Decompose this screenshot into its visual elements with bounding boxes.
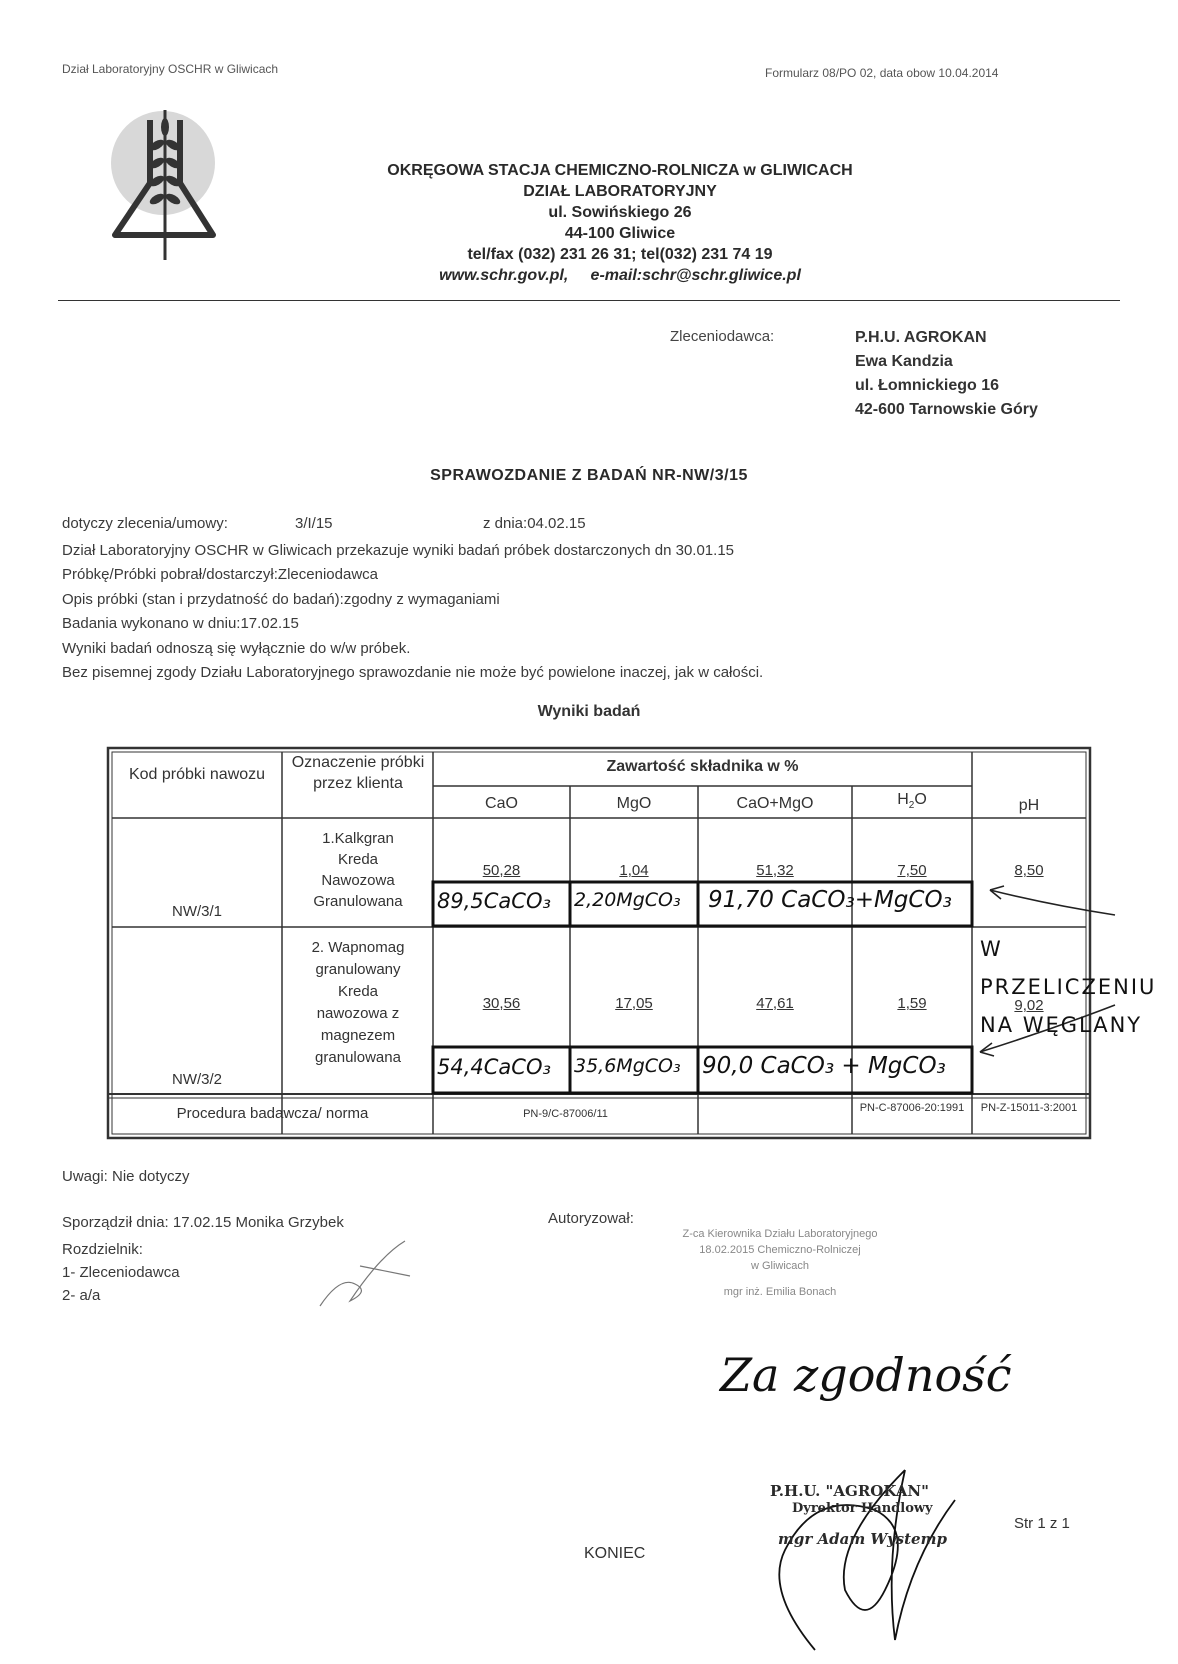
institution-street: ul. Sowińskiego 26 (548, 204, 692, 221)
company-stamp (770, 1482, 947, 1548)
handwritten-note: W PRZELICZENIU NA WĘGLANY (980, 937, 1157, 1037)
handwritten-mgco3: 35,6MgCO₃ (574, 1055, 681, 1077)
results-title: Wyniki badań (537, 703, 641, 720)
authorized-label: Autoryzował: (548, 1210, 634, 1227)
email-address: e-mail:schr@schr.gliwice.pl (590, 267, 801, 284)
distribution-label: Rozdzielnik: (62, 1241, 143, 1258)
cao-value: 50,28 (482, 862, 521, 879)
procedure-cao-mgo: PN-9/C-87006/11 (523, 1108, 608, 1120)
info-line: Bez pisemnej zgody Działu Laboratoryjnego sprawozdanie nie może być powielone inaczej, jak w całości. (62, 664, 764, 682)
institution-phone: tel/fax (032) 231 26 31; tel(032) 231 74 19 (467, 246, 773, 263)
header-sample-code: Kod próbki nawozu (128, 766, 266, 783)
institution-name: OKRĘGOWA STACJA CHEMICZNO-ROLNICZA w GLIWICACH (387, 162, 853, 179)
client-line: ul. Łomnickiego 16 (855, 377, 1000, 394)
sample-code: NW/3/1 (171, 903, 222, 920)
preparer-signature (310, 1236, 420, 1316)
stamp-role: Dyrektor Handlowy (792, 1501, 933, 1516)
stamp-company: P.H.U. "AGROKAN" (770, 1482, 929, 1500)
client-line: Ewa Kandzia (855, 353, 953, 370)
order-label: dotyczy zlecenia/umowy: (62, 515, 228, 532)
ph-value: 9,02 (1014, 997, 1044, 1014)
website-link: www.schr.gov.pl, (439, 267, 569, 284)
sample-code: NW/3/2 (171, 1071, 222, 1088)
h2o-value: 1,59 (897, 995, 927, 1012)
za-zgodnosc-handwriting: Za zgodność (720, 1348, 1012, 1402)
lab-header-left: Dział Laboratoryjny OSCHR w Gliwicach (62, 62, 279, 76)
header-mgo: MgO (616, 795, 652, 812)
procedure-h2o: PN-C-87006-20:1991 (859, 1102, 965, 1114)
header-h2o: $H_2O$ (897, 791, 927, 812)
h2o-value: 7,50 (897, 862, 927, 879)
cao-value: 30,56 (482, 995, 521, 1012)
info-line: Próbkę/Próbki pobrał/dostarczył:Zleceniodawca (62, 566, 378, 584)
page-number: Str 1 z 1 (1014, 1515, 1070, 1532)
header-content-group: Zawartość składnika w % (606, 758, 799, 775)
cao-mgo-value: 47,61 (756, 995, 794, 1012)
mgo-value: 17,05 (615, 995, 653, 1012)
client-label: Zleceniodawca: (670, 328, 775, 345)
header-client-label: Oznaczenie próbki przez klienta (291, 754, 425, 792)
report-title: SPRAWOZDANIE Z BADAŃ NR-NW/3/15 (430, 467, 748, 484)
client-line: 42-600 Tarnowskie Góry (855, 401, 1038, 418)
info-line: Wyniki badań odnoszą się wyłącznie do w/w próbek. (62, 639, 411, 657)
cao-mgo-value: 51,32 (756, 862, 794, 879)
info-line: Badania wykonano w dniu:17.02.15 (62, 615, 299, 633)
distribution-item: 2- a/a (62, 1287, 101, 1304)
prepared-by: Sporządził dnia: 17.02.15 Monika Grzybek (62, 1214, 344, 1231)
client-designation: 1.Kalkgran Kreda Nawozowa Granulowana (313, 830, 403, 910)
procedure-label: Procedura badawcza/ norma (176, 1105, 369, 1122)
header-cao: CaO (485, 795, 518, 812)
order-date: z dnia:04.02.15 (483, 515, 586, 532)
department-name: DZIAŁ LABORATORYJNY (523, 183, 717, 200)
ph-value: 8,50 (1014, 862, 1044, 879)
distribution-item: 1- Zleceniodawca (62, 1264, 180, 1281)
remarks: Uwagi: Nie dotyczy (62, 1168, 190, 1185)
mgo-value: 1,04 (619, 862, 649, 879)
procedure-ph: PN-Z-15011-3:2001 (980, 1102, 1078, 1114)
info-line: Opis próbki (stan i przydatność do badań):zgodny z wymaganiami (62, 590, 500, 608)
end-marker: KONIEC (584, 1545, 646, 1562)
handwritten-sum: 90,0 CaCO₃ + MgCO₃ (702, 1053, 946, 1079)
handwritten-caco3: 54,4CaCO₃ (437, 1055, 551, 1079)
institution-city: 44-100 Gliwice (564, 225, 676, 242)
order-value: 3/I/15 (295, 515, 333, 532)
form-code: Formularz 08/PO 02, data obow 10.04.2014 (765, 66, 999, 80)
handwritten-sum: 91,70 CaCO₃+MgCO₃ (708, 887, 952, 913)
distribution-list (62, 1238, 180, 1307)
client-line: P.H.U. AGROKAN (855, 329, 987, 346)
authorization-stamp: Z-ca Kierownika Działu Laboratoryjnego 18.02.2015 Chemiczno-Rolniczej w Gliwicach mgr inż. Emilia Bonach (682, 1228, 878, 1298)
info-line: Dział Laboratoryjny OSCHR w Gliwicach przekazuje wyniki badań próbek dostarczonych dn 30.01.15 (62, 542, 734, 559)
header-cao-mgo: CaO+MgO (736, 795, 814, 812)
handwritten-mgco3: 2,20MgCO₃ (574, 889, 681, 911)
handwritten-caco3: 89,5CaCO₃ (437, 889, 551, 913)
client-designation: 2. Wapnomag granulowany Kreda nawozowa z magnezem granulowana (311, 939, 405, 1066)
stamp-name: mgr Adam Wystemp (778, 1530, 947, 1548)
header-ph: pH (1018, 797, 1040, 814)
